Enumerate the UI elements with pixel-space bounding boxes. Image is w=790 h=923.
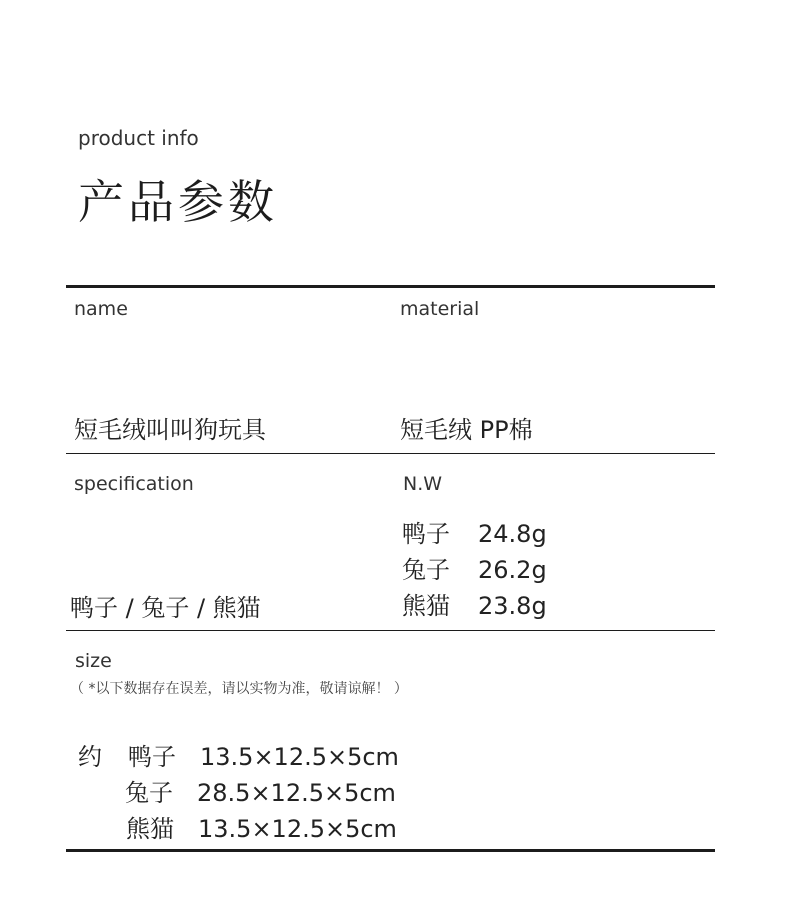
size-row [128,737,399,772]
weight-label: N.W [403,473,443,495]
size-prefix: 约 [78,743,102,771]
size-item-name: 熊猫 [126,815,174,843]
page-title: 产品参数 [78,175,278,229]
top-divider [66,285,715,288]
weight-row [402,514,547,549]
name-value: 短毛绒叫叫狗玩具 [74,416,266,444]
size-item-value: 13.5×12.5×5cm [198,815,397,843]
bottom-divider [66,849,715,852]
size-item-name: 兔子 [125,779,173,807]
name-label: name [74,298,128,320]
weight-row [402,550,547,585]
size-label: size [75,650,112,672]
weight-item-value: 24.8g [478,520,547,548]
material-value: 短毛绒 PP棉 [400,416,533,444]
section-subtitle: product info [78,126,199,150]
weight-row [402,586,547,621]
size-note: （ *以下数据存在误差，请以实物为准，敬请谅解！ ） [70,681,408,697]
specification-label: specification [74,473,194,495]
weight-item-value: 26.2g [478,556,547,584]
size-row [125,773,396,808]
material-label: material [400,298,480,320]
row-divider [66,630,715,631]
size-item-name: 鸭子 [128,743,176,771]
weight-item-name: 熊猫 [402,592,450,620]
size-item-value: 28.5×12.5×5cm [197,779,396,807]
weight-item-name: 兔子 [402,556,450,584]
weight-item-value: 23.8g [478,592,547,620]
size-item-value: 13.5×12.5×5cm [200,743,399,771]
weight-item-name: 鸭子 [402,520,450,548]
row-divider [66,453,715,454]
size-row [126,809,397,844]
specification-value: 鸭子 / 兔子 / 熊猫 [70,594,261,622]
